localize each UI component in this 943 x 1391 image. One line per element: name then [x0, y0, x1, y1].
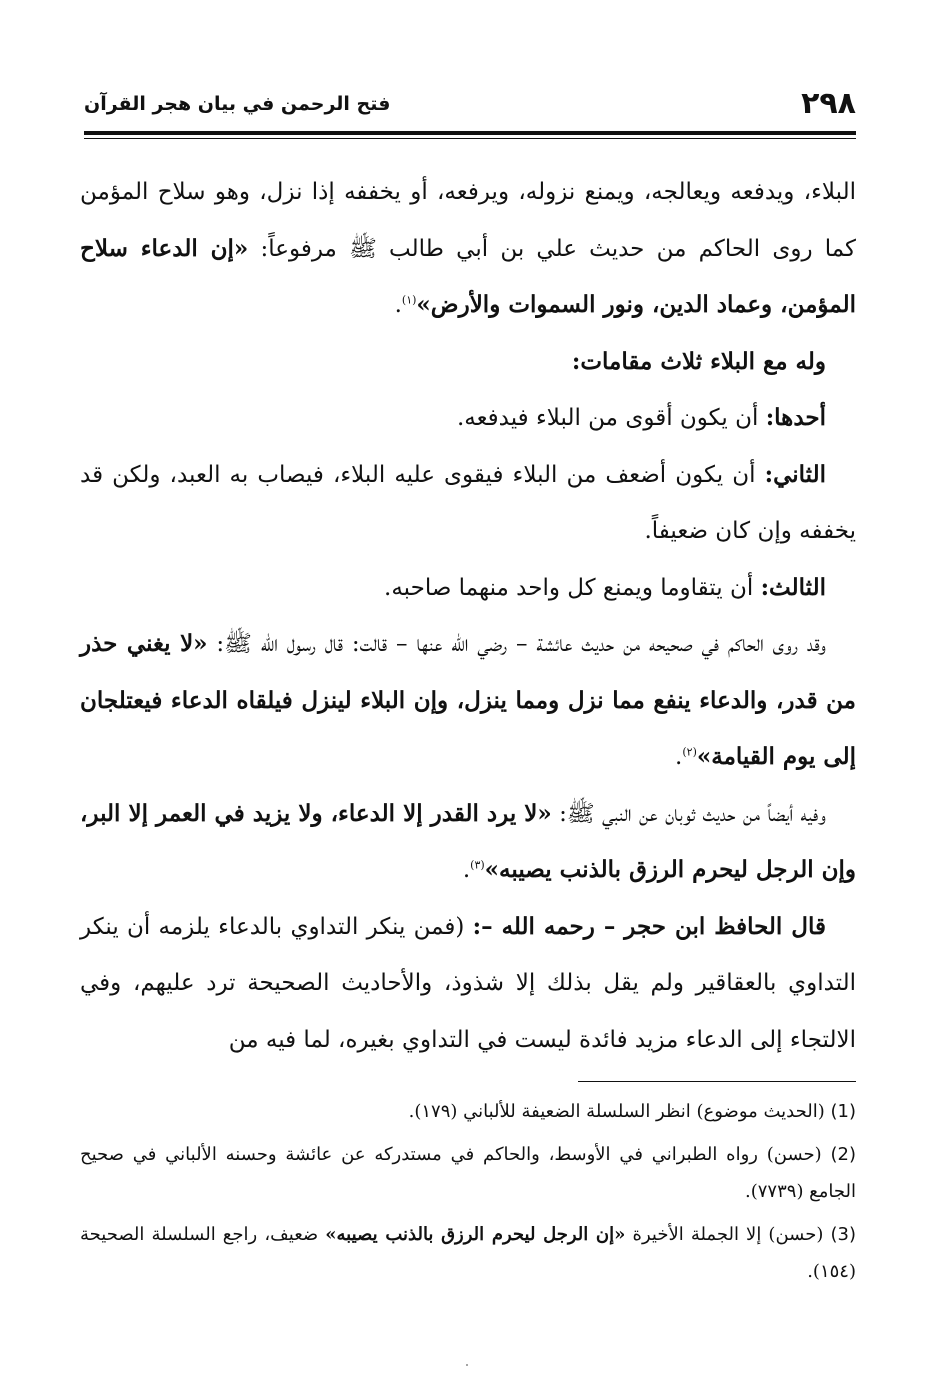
- footnote-separator: [578, 1081, 856, 1082]
- paragraph-1: [80, 164, 856, 334]
- footnote-number-3: (3): [830, 1224, 856, 1245]
- paragraph-1-text: البلاء، ويدفعه ويعالجه، ويمنع نزوله، ويرفعه، أو يخففه إذا نزل، وهو سلاح المؤمن كما روى الحاكم من حديث علي بن أبي طالب ﷺ مرفوعاً:: [80, 179, 856, 262]
- header-rule-thin: [84, 138, 856, 139]
- page-number: ٢٩٨: [801, 86, 856, 121]
- footnote-2: [80, 1136, 856, 1210]
- paragraph-8-text: (فمن ينكر التداوي بالدعاء يلزمه أن ينكر التداوي بالعقاقير ولم يقل بذلك إلا شذوذ، والأحاديث الصحيحة ترد عليهم، وفي الالتجاء إلى الدعاء مزيد فائدة ليست في التداوي بغيره، لما فيه من: [80, 913, 856, 1053]
- paragraph-3: [80, 390, 856, 447]
- footnotes: [80, 1093, 856, 1296]
- paragraph-8: [80, 899, 856, 1069]
- main-text: [80, 164, 856, 1068]
- item-text-second: أن يكون أضعف من البلاء فيقوى عليه البلاء، فيصاب به العبد، ولكن قد يخففه وإن كان ضعيفاً.: [80, 461, 856, 544]
- page-header: [84, 84, 856, 128]
- print-speck: [466, 1364, 468, 1366]
- paragraph-5: [80, 560, 856, 617]
- paragraph-7-end: .: [462, 857, 471, 883]
- paragraph-4: [80, 447, 856, 560]
- header-rule-thick: [84, 131, 856, 135]
- footnote-ref-2: (٢): [682, 745, 697, 759]
- footnote-1: [80, 1093, 856, 1130]
- section-heading: وله مع البلاء ثلاث مقامات:: [571, 347, 826, 375]
- item-label-first: أحدها:: [765, 404, 826, 431]
- paragraph-2: [80, 334, 856, 391]
- quote-attribution: قال الحافظ ابن حجر – رحمه الله –:: [472, 912, 826, 940]
- footnote-number-2: (2): [830, 1144, 856, 1165]
- footnote-number-1: (1): [830, 1101, 856, 1122]
- paragraph-1-end: .: [394, 292, 402, 318]
- paragraph-7-text: وفيه أيضاً من حديث ثوبان عن النبي ﷺ:: [551, 800, 826, 827]
- paragraph-6-text: وقد روى الحاكم في صحيحه من حديث عائشة – رضي الله عنها – قالت: قال رسول الله ﷺ:: [207, 631, 826, 657]
- footnote-ref-3: (٣): [470, 858, 485, 872]
- footnote-text-3c: ضعيف، راجع السلسلة الصحيحة (١٥٤).: [80, 1224, 856, 1282]
- running-title: فتح الرحمن في بيان هجر القرآن: [84, 93, 391, 115]
- footnote-ref-1: (١): [401, 293, 417, 307]
- item-label-third: الثالث:: [760, 573, 826, 601]
- hadith-quote-2: «لا يغني حذر من قدر، والدعاء ينفع مما نزل ومما ينزل، وإن البلاء لينزل فيلقاه الدعاء فيعتلجان إلى يوم القيامة»: [80, 630, 856, 770]
- footnote-text-2: (حسن) رواه الطبراني في الأوسط، والحاكم في مستدركه عن عائشة وحسنه الألباني في صحيح الجامع (٧٧٣٩).: [80, 1144, 856, 1202]
- footnote-text-1: (الحديث موضوع) انظر السلسلة الضعيفة للألباني (١٧٩).: [408, 1101, 831, 1122]
- hadith-quote-3: «لا يرد القدر إلا الدعاء، ولا يزيد في العمر إلا البر، وإن الرجل ليحرم الرزق بالذنب يصيبه»: [80, 799, 856, 883]
- item-text-first: أن يكون أقوى من البلاء فيدفعه.: [456, 405, 766, 431]
- hadith-quote-1: «إن الدعاء سلاح المؤمن، وعماد الدين، ونور السموات والأرض»: [80, 234, 856, 318]
- footnote-3: [80, 1216, 856, 1290]
- item-text-third: أن يتقاوما ويمنع كل واحد منهما صاحبه.: [384, 574, 761, 601]
- item-label-second: الثاني:: [764, 460, 826, 488]
- paragraph-7: [80, 786, 856, 899]
- paragraph-6-end: .: [675, 744, 683, 770]
- footnote-text-3a: (حسن) إلا الجملة الأخيرة: [625, 1224, 831, 1245]
- footnote-quote-3: «إن الرجل ليحرم الرزق بالذنب يصيبه»: [325, 1224, 626, 1245]
- paragraph-6: [80, 616, 856, 786]
